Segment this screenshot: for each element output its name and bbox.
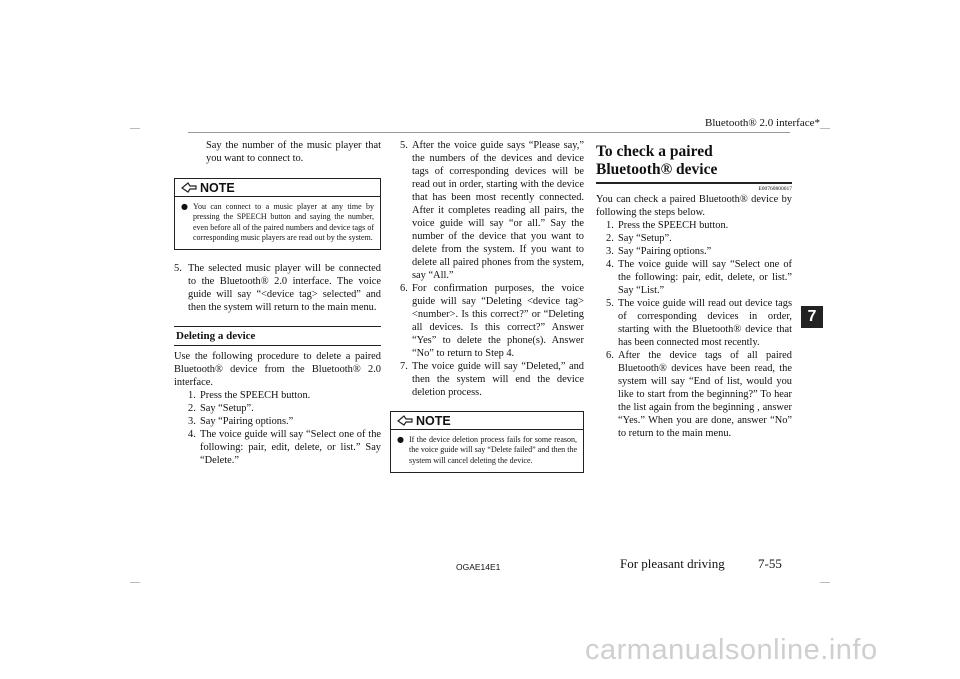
reference-code: E00760800017 — [758, 185, 792, 192]
running-header — [670, 117, 820, 129]
bullet-icon: ● — [181, 202, 188, 211]
list-item — [400, 282, 584, 360]
section-title-box — [174, 326, 381, 346]
step-number: 1. — [606, 219, 614, 231]
steps-list — [390, 139, 584, 399]
footer-page-number: 7-55 — [758, 556, 782, 571]
list-item — [400, 139, 584, 282]
step-number: 1. — [188, 390, 196, 402]
bullet-icon: ● — [397, 435, 404, 444]
note-label: NOTE — [416, 413, 451, 428]
step-number: 5. — [400, 140, 408, 151]
step-text: The voice guide will say “Select one of the following: pair, edit, delete, or list.” Say “Delete.” — [200, 429, 381, 467]
list-item — [606, 297, 792, 349]
steps-list — [174, 389, 381, 467]
note-text: If the device deletion process fails for some reason, the voice guide will say “Delete failed” and then the system will cancel deleting the device. — [409, 435, 577, 465]
list-item — [606, 258, 792, 297]
column-1 — [174, 139, 381, 467]
note-header — [391, 412, 583, 430]
step-text: The voice guide will say “Deleted,” and then the system will end the device deletion process. — [412, 361, 584, 398]
step-text: After the device tags of all paired Bluetooth® devices have been read, the system will say “End of list, would you like to start from the beginning?” To hear the list again from the beginning , answer “Yes.” When you are done, answer “No” to return to the main menu. — [618, 349, 792, 439]
step-number: 6. — [606, 349, 614, 361]
footer-section: For pleasant driving — [620, 556, 725, 571]
step-number: 5. — [606, 297, 614, 309]
step-5 — [174, 262, 381, 314]
section-intro: You can check a paired Bluetooth® device by following the steps below. — [596, 193, 792, 218]
watermark: carmanualsonline.info — [585, 634, 878, 666]
note-body — [175, 197, 380, 249]
list-item — [188, 402, 381, 415]
section-title: Deleting a device — [176, 330, 256, 343]
step-number: 5. — [174, 263, 182, 275]
list-item — [606, 232, 792, 245]
step-number: 2. — [606, 232, 614, 244]
section-heading: To check a paired Bluetooth® device — [596, 143, 718, 178]
step-number: 3. — [606, 245, 614, 257]
step-number: 4. — [606, 258, 614, 270]
step-number: 2. — [188, 403, 196, 415]
step-text: Press the SPEECH button. — [618, 219, 729, 231]
note-header — [175, 179, 380, 197]
column-3 — [596, 143, 792, 440]
step-text: Say “Setup”. — [200, 403, 254, 415]
step-number: 3. — [188, 416, 196, 428]
note-text: You can connect to a music player at any time by pressing the SPEECH button and saying the number, even before all of the paired numbers and device tags of corresponding music players are read out by the system. — [193, 202, 374, 242]
step-number: 7. — [400, 361, 408, 372]
step-text: The voice guide will say “Select one of the following: pair, edit, delete, or list.” Say “List.” — [618, 258, 792, 296]
note-body — [391, 430, 583, 472]
note-box-2 — [390, 411, 584, 473]
step-text: Say “Setup”. — [618, 232, 672, 244]
step-text: Say “Pairing options.” — [618, 245, 712, 257]
heading-rule — [596, 182, 792, 184]
list-item — [606, 219, 792, 232]
chapter-tab — [801, 306, 823, 328]
hand-pointer-icon — [181, 182, 197, 193]
note-box-1 — [174, 178, 381, 250]
step-text: After the voice guide says “Please say,” the numbers of the devices and device tags of corresponding devices will be read out in order, starting with the device that has been most recently connected. After it completes reading all pairs, the voice guide will say “or all.” Say the number of the device that you want to delete from the system. If you want to delete all paired phones from the system, say “All.” — [412, 140, 584, 281]
step-text: The voice guide will read out device tags of corresponding devices in order, starting with the Bluetooth® device that has been connected most recently. — [618, 297, 792, 348]
footer-code: OGAE14E1 — [456, 562, 501, 572]
hand-pointer-icon — [397, 415, 413, 426]
step-number: 6. — [400, 283, 408, 294]
section-intro: Use the following procedure to delete a paired Bluetooth® device from the Bluetooth® 2.0 interface. — [174, 351, 381, 389]
step-text: Say “Pairing options.” — [200, 416, 294, 428]
col1-intro: Say the number of the music player that you want to connect to. — [206, 140, 381, 164]
list-item — [188, 389, 381, 402]
note-label: NOTE — [200, 180, 235, 195]
header-rule — [188, 132, 790, 133]
list-item — [400, 360, 584, 399]
column-2 — [390, 139, 584, 473]
list-item — [606, 245, 792, 258]
steps-list — [596, 219, 792, 440]
step-text: Press the SPEECH button. — [200, 390, 311, 402]
header-title: Bluetooth® 2.0 interface* — [705, 117, 820, 129]
list-item — [188, 415, 381, 428]
list-item — [606, 349, 792, 440]
list-item — [188, 428, 381, 467]
step-text: For confirmation purposes, the voice guide will say “Deleting <device tag> <number>. Is this correct?” or “Deleting all devices. Is this correct?” Answer “Yes” to delete the phone(s). Answer “No” to return to Step 4. — [412, 283, 584, 359]
step-number: 4. — [188, 429, 196, 441]
step-text: The selected music player will be connected to the Bluetooth® 2.0 interface. The voice guide will say “<device tag> selected” and then the system will return to the main menu. — [188, 263, 381, 314]
chapter-tab-number: 7 — [807, 308, 817, 325]
